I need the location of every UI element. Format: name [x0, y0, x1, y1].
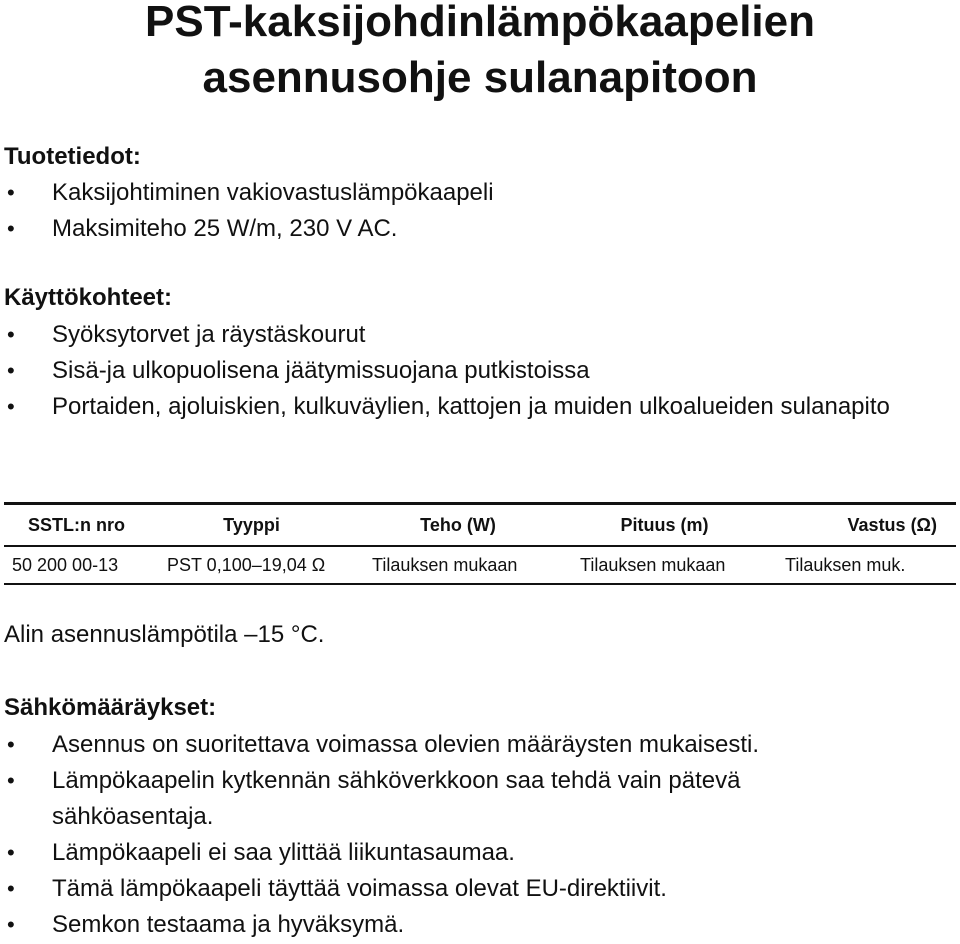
bullet-icon: •: [7, 732, 15, 757]
bullet-icon: •: [7, 768, 15, 793]
list-item: • Tämä lämpökaapeli täyttää voimassa olevat EU-direktiivit.: [0, 871, 932, 907]
product-info-list: [0, 175, 932, 247]
table-cell: Tilauksen muk.: [785, 554, 906, 575]
table-header-cell: Pituus (m): [620, 514, 709, 535]
table-header-cell: Vastus (Ω): [847, 514, 937, 535]
table-cell: 50 200 00-13: [12, 554, 119, 575]
table-header-cell: Teho (W): [420, 514, 496, 535]
table-row: [4, 547, 956, 583]
table-cell: PST 0,100–19,04 Ω: [167, 554, 326, 575]
bullet-icon: •: [7, 180, 15, 205]
bullet-icon: •: [7, 840, 15, 865]
list-item: • Lämpökaapeli ei saa ylittää liikuntasaumaa.: [0, 835, 932, 871]
bullet-icon: •: [7, 322, 15, 347]
bullet-icon: •: [7, 358, 15, 383]
bullet-icon: •: [7, 216, 15, 241]
table-header-cell: SSTL:n nro: [28, 514, 125, 535]
page-title-line-1: PST-kaksijohdinlämpökaapelien: [145, 0, 815, 46]
applications-heading: Käyttökohteet:: [4, 284, 173, 311]
table-cell: Tilauksen mukaan: [580, 554, 726, 575]
page-title-line-2: asennusohje sulanapitoon: [202, 53, 758, 102]
table-bottom-rule: [4, 583, 956, 585]
product-info-heading: Tuotetiedot:: [4, 143, 141, 170]
list-item: • Maksimiteho 25 W/m, 230 V AC.: [0, 211, 932, 247]
list-item: • Syöksytorvet ja räystäskourut: [0, 317, 932, 353]
regulations-heading: Sähkömääräykset:: [4, 694, 217, 721]
list-item: • Sisä-ja ulkopuolisena jäätymissuojana putkistoissa: [0, 353, 932, 389]
list-item: • Asennus on suoritettava voimassa olevien määräysten mukaisesti.: [0, 727, 932, 763]
applications-list: [0, 317, 932, 425]
table-header-cell: Tyyppi: [223, 514, 280, 535]
bullet-icon: •: [7, 876, 15, 901]
list-item: • Semkon testaama ja hyväksymä.: [0, 907, 932, 943]
list-item: • Kaksijohtiminen vakiovastuslämpökaapeli: [0, 175, 932, 211]
product-table: [4, 502, 956, 585]
regulations-list: [0, 727, 932, 943]
min-install-temperature: Alin asennuslämpötila –15 °C.: [4, 621, 325, 648]
table-cell: Tilauksen mukaan: [372, 554, 518, 575]
list-item: • Portaiden, ajoluiskien, kulkuväylien, kattojen ja muiden ulkoalueiden sulanapito: [0, 389, 912, 425]
bullet-icon: •: [7, 912, 15, 937]
table-header-row: [4, 505, 956, 545]
bullet-icon: •: [7, 394, 15, 419]
list-item: • Lämpökaapelin kytkennän sähköverkkoon saa tehdä vain pätevä sähköasentaja.: [0, 763, 852, 835]
